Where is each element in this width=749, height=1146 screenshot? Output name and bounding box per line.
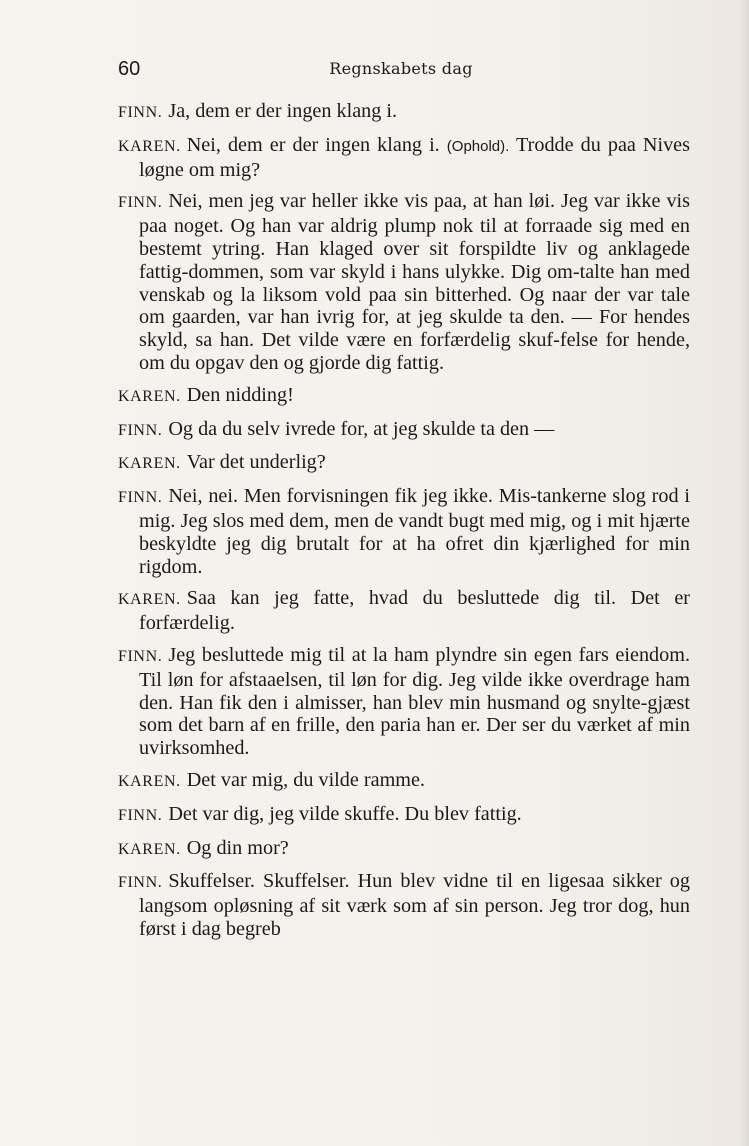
speaker-label: KAREN. [118,772,181,790]
speaker-label: KAREN. [118,591,181,609]
speech-finn [118,485,690,578]
speech-finn [118,870,690,940]
speaker-label: FINN. [118,104,163,121]
speech-text: Den nidding! [186,383,294,406]
speech-text: Det var mig, du vilde ramme. [186,768,425,791]
speech-text: Det var dig, jeg vilde skuffe. Du blev fattig. [168,802,522,825]
speech-text: Nei, nei. Men forvisningen fik jeg ikke. Mis-tankerne slog rod i mig. Jeg slos med dem, men de vandt bugt med mig, og i mit hjærte beskyldte jeg dig brutalt for at ha ofret din kjærlighed for min rigdom. [139,485,690,578]
speech-text: Og din mor? [186,836,289,859]
speech-finn [118,644,690,760]
page-header [118,58,684,86]
speaker-label: KAREN. [118,137,181,155]
speaker-label: FINN. [118,647,163,665]
speaker-label: KAREN. [118,387,181,405]
speech-text: Skuffelser. Skuffelser. Hun blev vidne til en ligesaa sikker og langsom opløsning af sit værk som af sin person. Jeg tror dog, hun først i dag begreb [139,870,690,940]
speaker-label: KAREN. [118,455,181,473]
speech-karen [118,587,690,635]
speech-finn [118,418,690,443]
speech-karen [118,134,690,182]
speaker-label: FINN. [118,489,163,507]
page-number: 60 [118,58,141,80]
speech-text: Var det underlig? [186,451,326,474]
speaker-label: FINN. [118,194,163,212]
speech-text: Nei, dem er der ingen klang i. [186,133,440,156]
speech-text: Jeg besluttede mig til at la ham plyndre sin egen fars eiendom. Til løn for afstaaelsen, til løn for dig. Jeg vilde ikke overdrage ham den. Han fik den i almisser, han blev min husmand og snylte-gjæst som det barn af en frille, den paria han er. Der ser du værket af min uvirksomhed. [139,643,690,760]
speaker-label: FINN. [118,421,163,439]
speech-text: Saa kan jeg fatte, hvad du besluttede dig til. Det er forfærdelig. [139,587,690,635]
speech-text-continued: Trodde du paa Nives løgne om mig? [139,133,691,181]
speech-karen [118,384,690,409]
stage-direction: (Ophold). [446,137,510,155]
speech-text: Og da du selv ivrede for, at jeg skulde ta den — [168,417,555,440]
speech-karen [118,451,690,476]
speech-finn [118,190,690,374]
speech-karen [118,837,690,862]
speaker-label: KAREN. [118,840,181,858]
speech-text: Nei, men jeg var heller ikke vis paa, at han løi. Jeg var ikke vis paa noget. Og han var aldrig plump nok til at forraade sig med en bestemt ytring. Han klaged over sit forspildte liv og anklagede fattig-dommen, som var skyld i hans ulykke. Dig om-talte han med venskab og la liksom vold paa sin bitterhed. Og naar der var tale om gaarden, var han ivrig for, at jeg skulde ta den. — For hendes skyld, sa han. Det vilde være en forfærdelig skuf-felse for hende, om du opgav den og gjorde dig fattig. [139,190,690,374]
speech-karen [118,769,690,794]
speech-finn [118,803,690,828]
dialogue-text [118,100,690,950]
speech-text: Ja, dem er der ingen klang i. [168,100,398,122]
page-edge-shadow [739,0,749,1146]
speaker-label: FINN. [118,874,163,892]
speaker-label: FINN. [118,806,163,824]
speech-finn [118,100,690,125]
running-title: Regnskabets dag [329,59,473,78]
